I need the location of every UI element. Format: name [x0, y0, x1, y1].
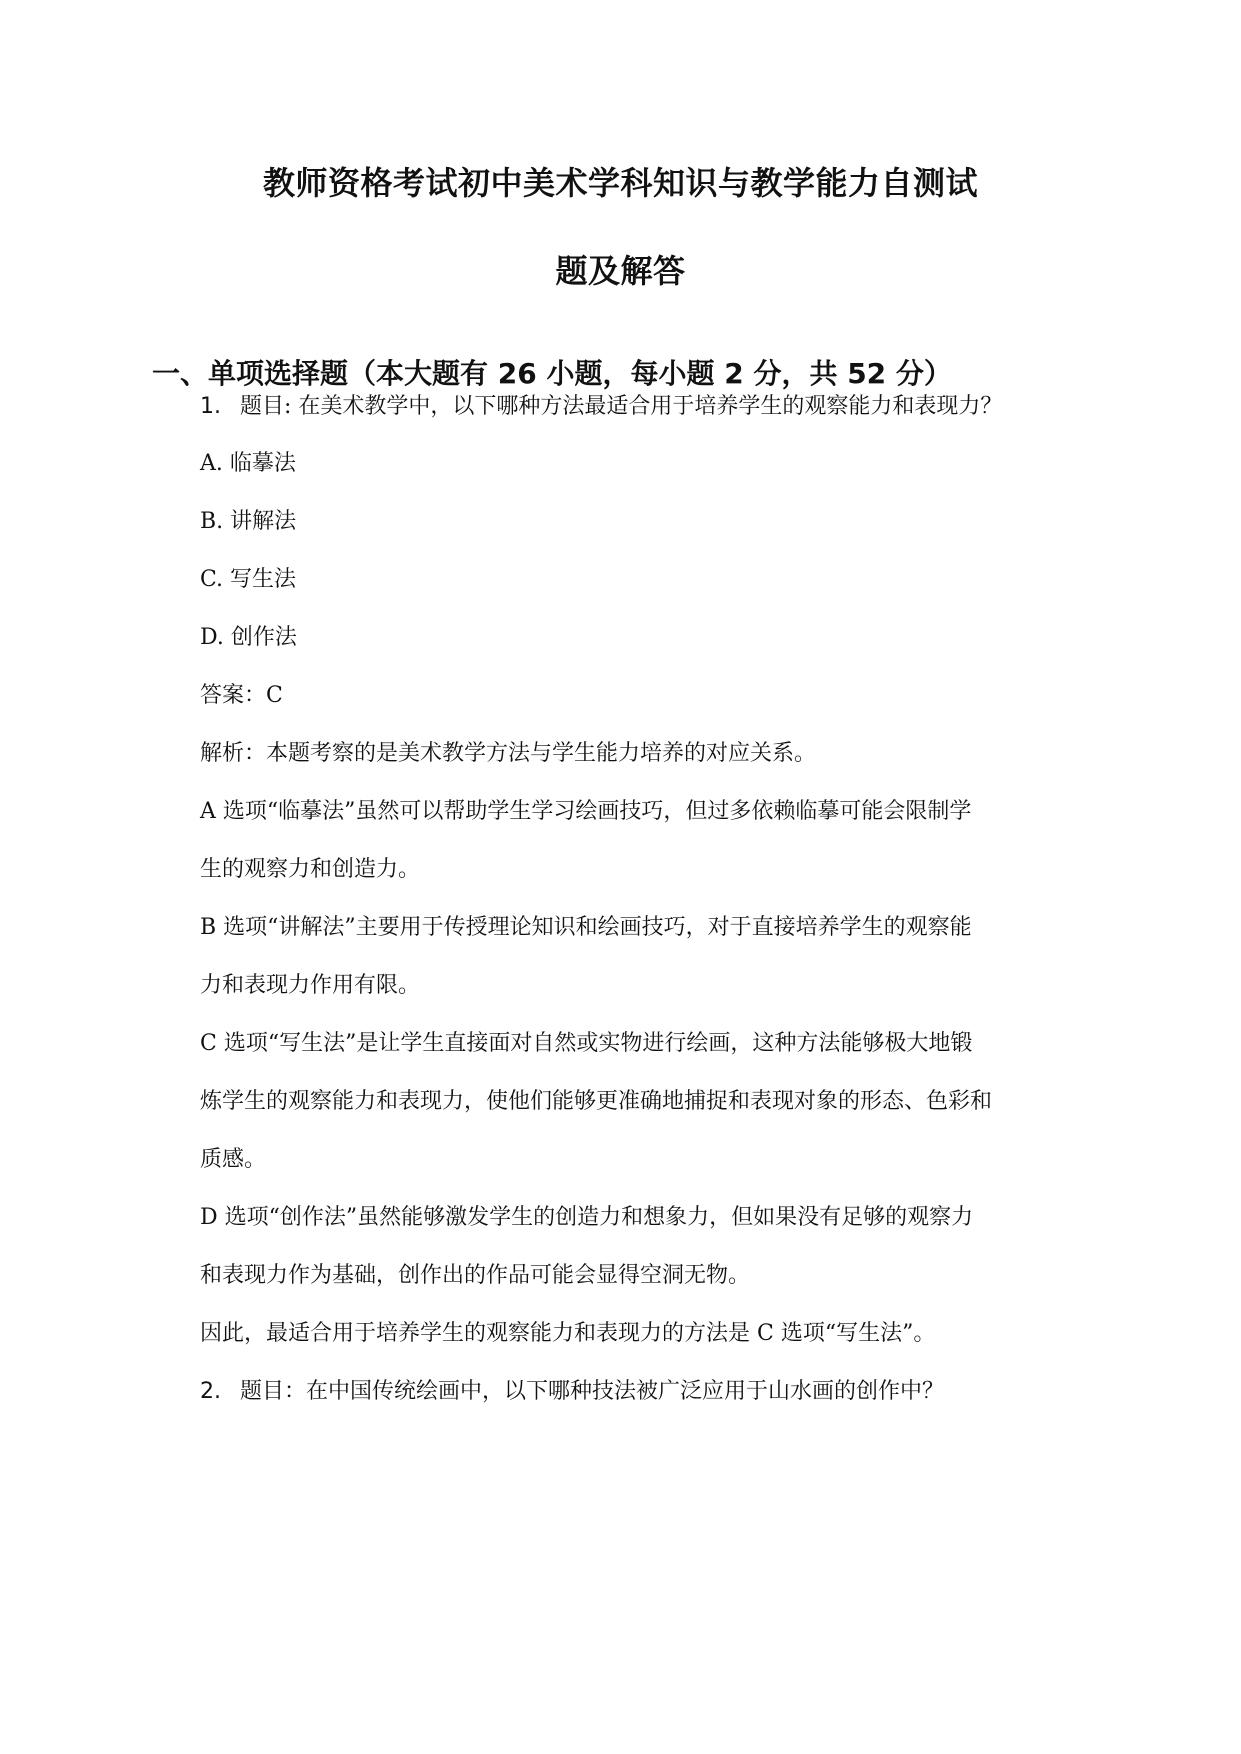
analysis-line: 力和表现力作用有限。: [200, 973, 421, 998]
question-number: 1.: [200, 394, 221, 419]
question-stem: 题目: 在美术教学中，以下哪种方法最适合用于培养学生的观察能力和表现力？: [240, 394, 1003, 419]
option-b: B. 讲解法: [200, 509, 297, 534]
analysis-line: D 选项“创作法”虽然能够激发学生的创造力和想象力，但如果没有足够的观察力: [200, 1205, 974, 1230]
analysis-line: 生的观察力和创造力。: [200, 857, 421, 882]
question-stem: 题目：在中国传统绘画中，以下哪种技法被广泛应用于山水画的创作中？: [240, 1379, 945, 1404]
analysis-line: 和表现力作为基础，创作出的作品可能会显得空洞无物。: [200, 1263, 751, 1288]
analysis-line: A 选项“临摹法”虽然可以帮助学生学习绘画技巧，但过多依赖临摹可能会限制学: [200, 799, 972, 824]
document-title-line-1: 教师资格考试初中美术学科知识与教学能力自测试: [262, 164, 978, 202]
analysis-line: 质感。: [200, 1147, 267, 1172]
answer: 答案：C: [200, 683, 283, 708]
option-d: D. 创作法: [200, 625, 297, 650]
option-a: A. 临摹法: [200, 451, 296, 476]
analysis-line: 因此，最适合用于培养学生的观察能力和表现力的方法是 C 选项“写生法”。: [200, 1321, 936, 1346]
analysis-line: B 选项“讲解法”主要用于传授理论知识和绘画技巧，对于直接培养学生的观察能: [200, 915, 972, 940]
analysis-line: C 选项“写生法”是让学生直接面对自然或实物进行绘画，这种方法能够极大地锻: [200, 1031, 973, 1056]
question-number: 2.: [200, 1379, 221, 1404]
analysis-line: 炼学生的观察能力和表现力，使他们能够更准确地捕捉和表现对象的形态、色彩和: [200, 1089, 993, 1114]
option-c: C. 写生法: [200, 567, 297, 592]
question-1-stem-row: [200, 392, 1002, 422]
section-heading: 一、单项选择题（本大题有 26 小题，每小题 2 分，共 52 分）: [152, 357, 952, 390]
document-title-line-2: 题及解答: [555, 252, 686, 290]
analysis-line: 解析：本题考察的是美术教学方法与学生能力培养的对应关系。: [200, 741, 817, 766]
question-2-stem-row: [200, 1377, 944, 1407]
